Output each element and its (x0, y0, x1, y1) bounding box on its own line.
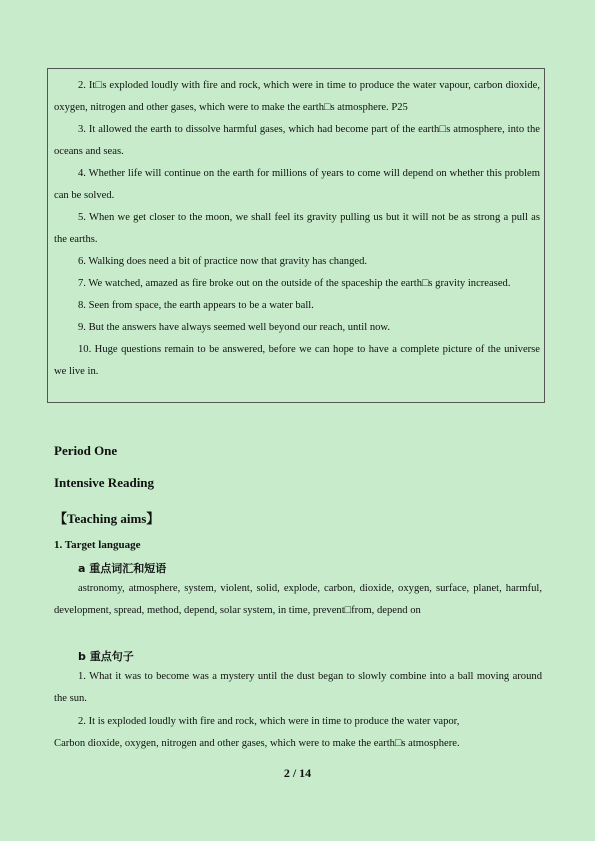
target-language-heading: 1. Target language (54, 539, 141, 551)
key-sentence-1: 1. What it was to become was a mystery until the dust began to slowly combine into a ball moving around the sun. (54, 671, 542, 704)
period-title: Period One (54, 443, 118, 458)
list-item: 4. Whether life will continue on the earth for millions of years to come will depend on whether this problem can be solved. (54, 168, 540, 201)
aims-title: 【Teaching aims】 (54, 511, 160, 526)
list-item: 2. It□s exploded loudly with fire and rock, which were in time to produce the water vapour, carbon dioxide, oxygen, nitrogen and other gases, which were to make the earth□s atmosphere. P25 (54, 80, 540, 113)
vocab-heading: a 重点词汇和短语 (78, 562, 167, 575)
vocab-list: astronomy, atmosphere, system, violent, solid, explode, carbon, dioxide, oxygen, surface, planet, harmful, development, spread, method, depend, solar system, in time, prevent□from, depend on (54, 583, 542, 616)
list-item: 5. When we get closer to the moon, we shall feel its gravity pulling us but it will not be as strong a pull as the earths. (54, 212, 540, 245)
list-item: 9. But the answers have always seemed well beyond our reach, until now. (78, 322, 391, 333)
sentence-heading: b 重点句子 (78, 650, 134, 663)
page-number: 2 / 14 (283, 766, 312, 780)
list-item: 3. It allowed the earth to dissolve harmful gases, which had become part of the earth□s atmosphere, into the oceans and seas. (54, 124, 540, 157)
key-sentence-2-continued: Carbon dioxide, oxygen, nitrogen and other gases, which were to make the earth□s atmosphere. (54, 738, 460, 749)
key-sentence-2: 2. It is exploded loudly with fire and rock, which were in time to produce the water vapor, (78, 716, 460, 727)
list-item: 10. Huge questions remain to be answered, before we can hope to have a complete picture of the universe we live in. (54, 344, 540, 377)
sentence-review-box (47, 68, 545, 403)
list-item: 7. We watched, amazed as fire broke out on the outside of the spaceship the earth□s gravity increased. (78, 278, 511, 289)
sentence-list (54, 75, 540, 383)
list-item: 8. Seen from space, the earth appears to be a water ball. (78, 300, 314, 311)
section-title: Intensive Reading (54, 475, 155, 490)
list-item: 6. Walking does need a bit of practice now that gravity has changed. (78, 256, 368, 267)
